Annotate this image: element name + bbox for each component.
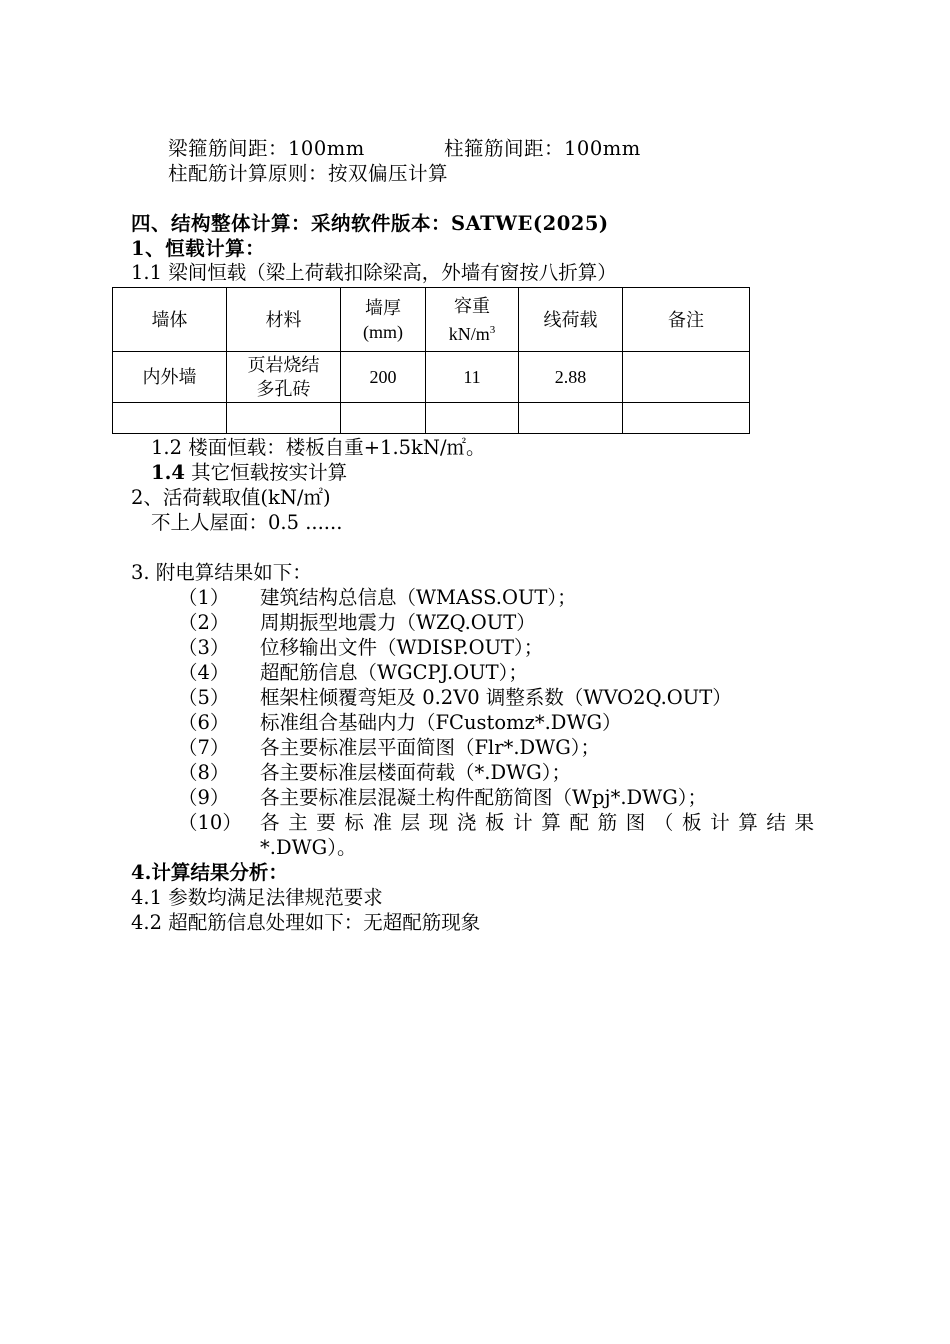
roof-live-load: 不上人屋面：0.5 ...... (151, 511, 343, 534)
list-item: （8） 各主要标准层楼面荷载（*.DWG）； (178, 761, 571, 784)
floor-dead-load: 1.2 楼面恒载：楼板自重+1.5kN/㎡。 (151, 436, 486, 459)
list-item-continuation: *.DWG）。 (260, 836, 357, 859)
table-empty-row (113, 403, 750, 434)
header-line-load: 线荷载 (519, 288, 623, 352)
list-item: （2） 周期振型地震力（WZQ.OUT） (178, 611, 536, 634)
list-item: （6） 标准组合基础内力（FCustomz*.DWG） (178, 711, 622, 734)
header-material: 材料 (227, 288, 341, 352)
cell-line-load: 2.88 (519, 352, 623, 403)
cell-remark (623, 352, 750, 403)
other-dead-load: 1.4 其它恒载按实计算 (151, 461, 348, 484)
cell-wall: 内外墙 (113, 352, 227, 403)
column-stirrup-spacing: 柱箍筋间距：100mm (444, 137, 641, 160)
table-row (113, 352, 750, 403)
beam-dead-load-note: 1.1 梁间恒载（梁上荷载扣除梁高，外墙有窗按八折算） (131, 261, 617, 284)
cell-density: 11 (426, 352, 519, 403)
dead-load-heading: 1、恒载计算： (131, 237, 266, 260)
wall-load-table (112, 287, 750, 434)
header-density: 容重 $kN/m^3$ (426, 288, 519, 352)
analysis-item-1: 4.1 参数均满足法律规范要求 (131, 886, 383, 909)
list-item: （10） (178, 811, 242, 834)
column-reinforcement-principle: 柱配筋计算原则：按双偏压计算 (168, 162, 449, 185)
cell-material: 页岩烧结 多孔砖 (227, 352, 341, 403)
header-wall: 墙体 (113, 288, 227, 352)
live-load-heading: 2、活荷载取值(kN/㎡) (131, 486, 331, 509)
results-heading: 3. 附电算结果如下： (131, 561, 312, 584)
beam-stirrup-spacing: 梁箍筋间距：100mm (168, 137, 365, 160)
list-item: （9） 各主要标准层混凝土构件配筋简图（Wpj*.DWG）； (178, 786, 708, 809)
analysis-heading: 4.计算结果分析： (131, 861, 288, 884)
list-item: （4） 超配筋信息（WGCPJ.OUT）； (178, 661, 528, 684)
section-4-heading: 四、结构整体计算：采纳软件版本：SATWE(2025) (131, 212, 609, 235)
header-remark: 备注 (623, 288, 750, 352)
list-item: （5） 框架柱倾覆弯矩及 0.2V0 调整系数（WVO2Q.OUT） (178, 686, 732, 709)
list-item: （1） 建筑结构总信息（WMASS.OUT）； (178, 586, 577, 609)
table-header-row (113, 288, 750, 352)
cell-thickness: 200 (341, 352, 426, 403)
analysis-item-2: 4.2 超配筋信息处理如下：无超配筋现象 (131, 911, 481, 934)
list-item-text: 各主要标准层现浇板计算配筋图（板计算结果 (260, 811, 816, 834)
list-item: （3） 位移输出文件（WDISP.OUT）； (178, 636, 544, 659)
list-item: （7） 各主要标准层平面简图（Flr*.DWG）； (178, 736, 601, 759)
header-thickness: 墙厚 (mm) (341, 288, 426, 352)
